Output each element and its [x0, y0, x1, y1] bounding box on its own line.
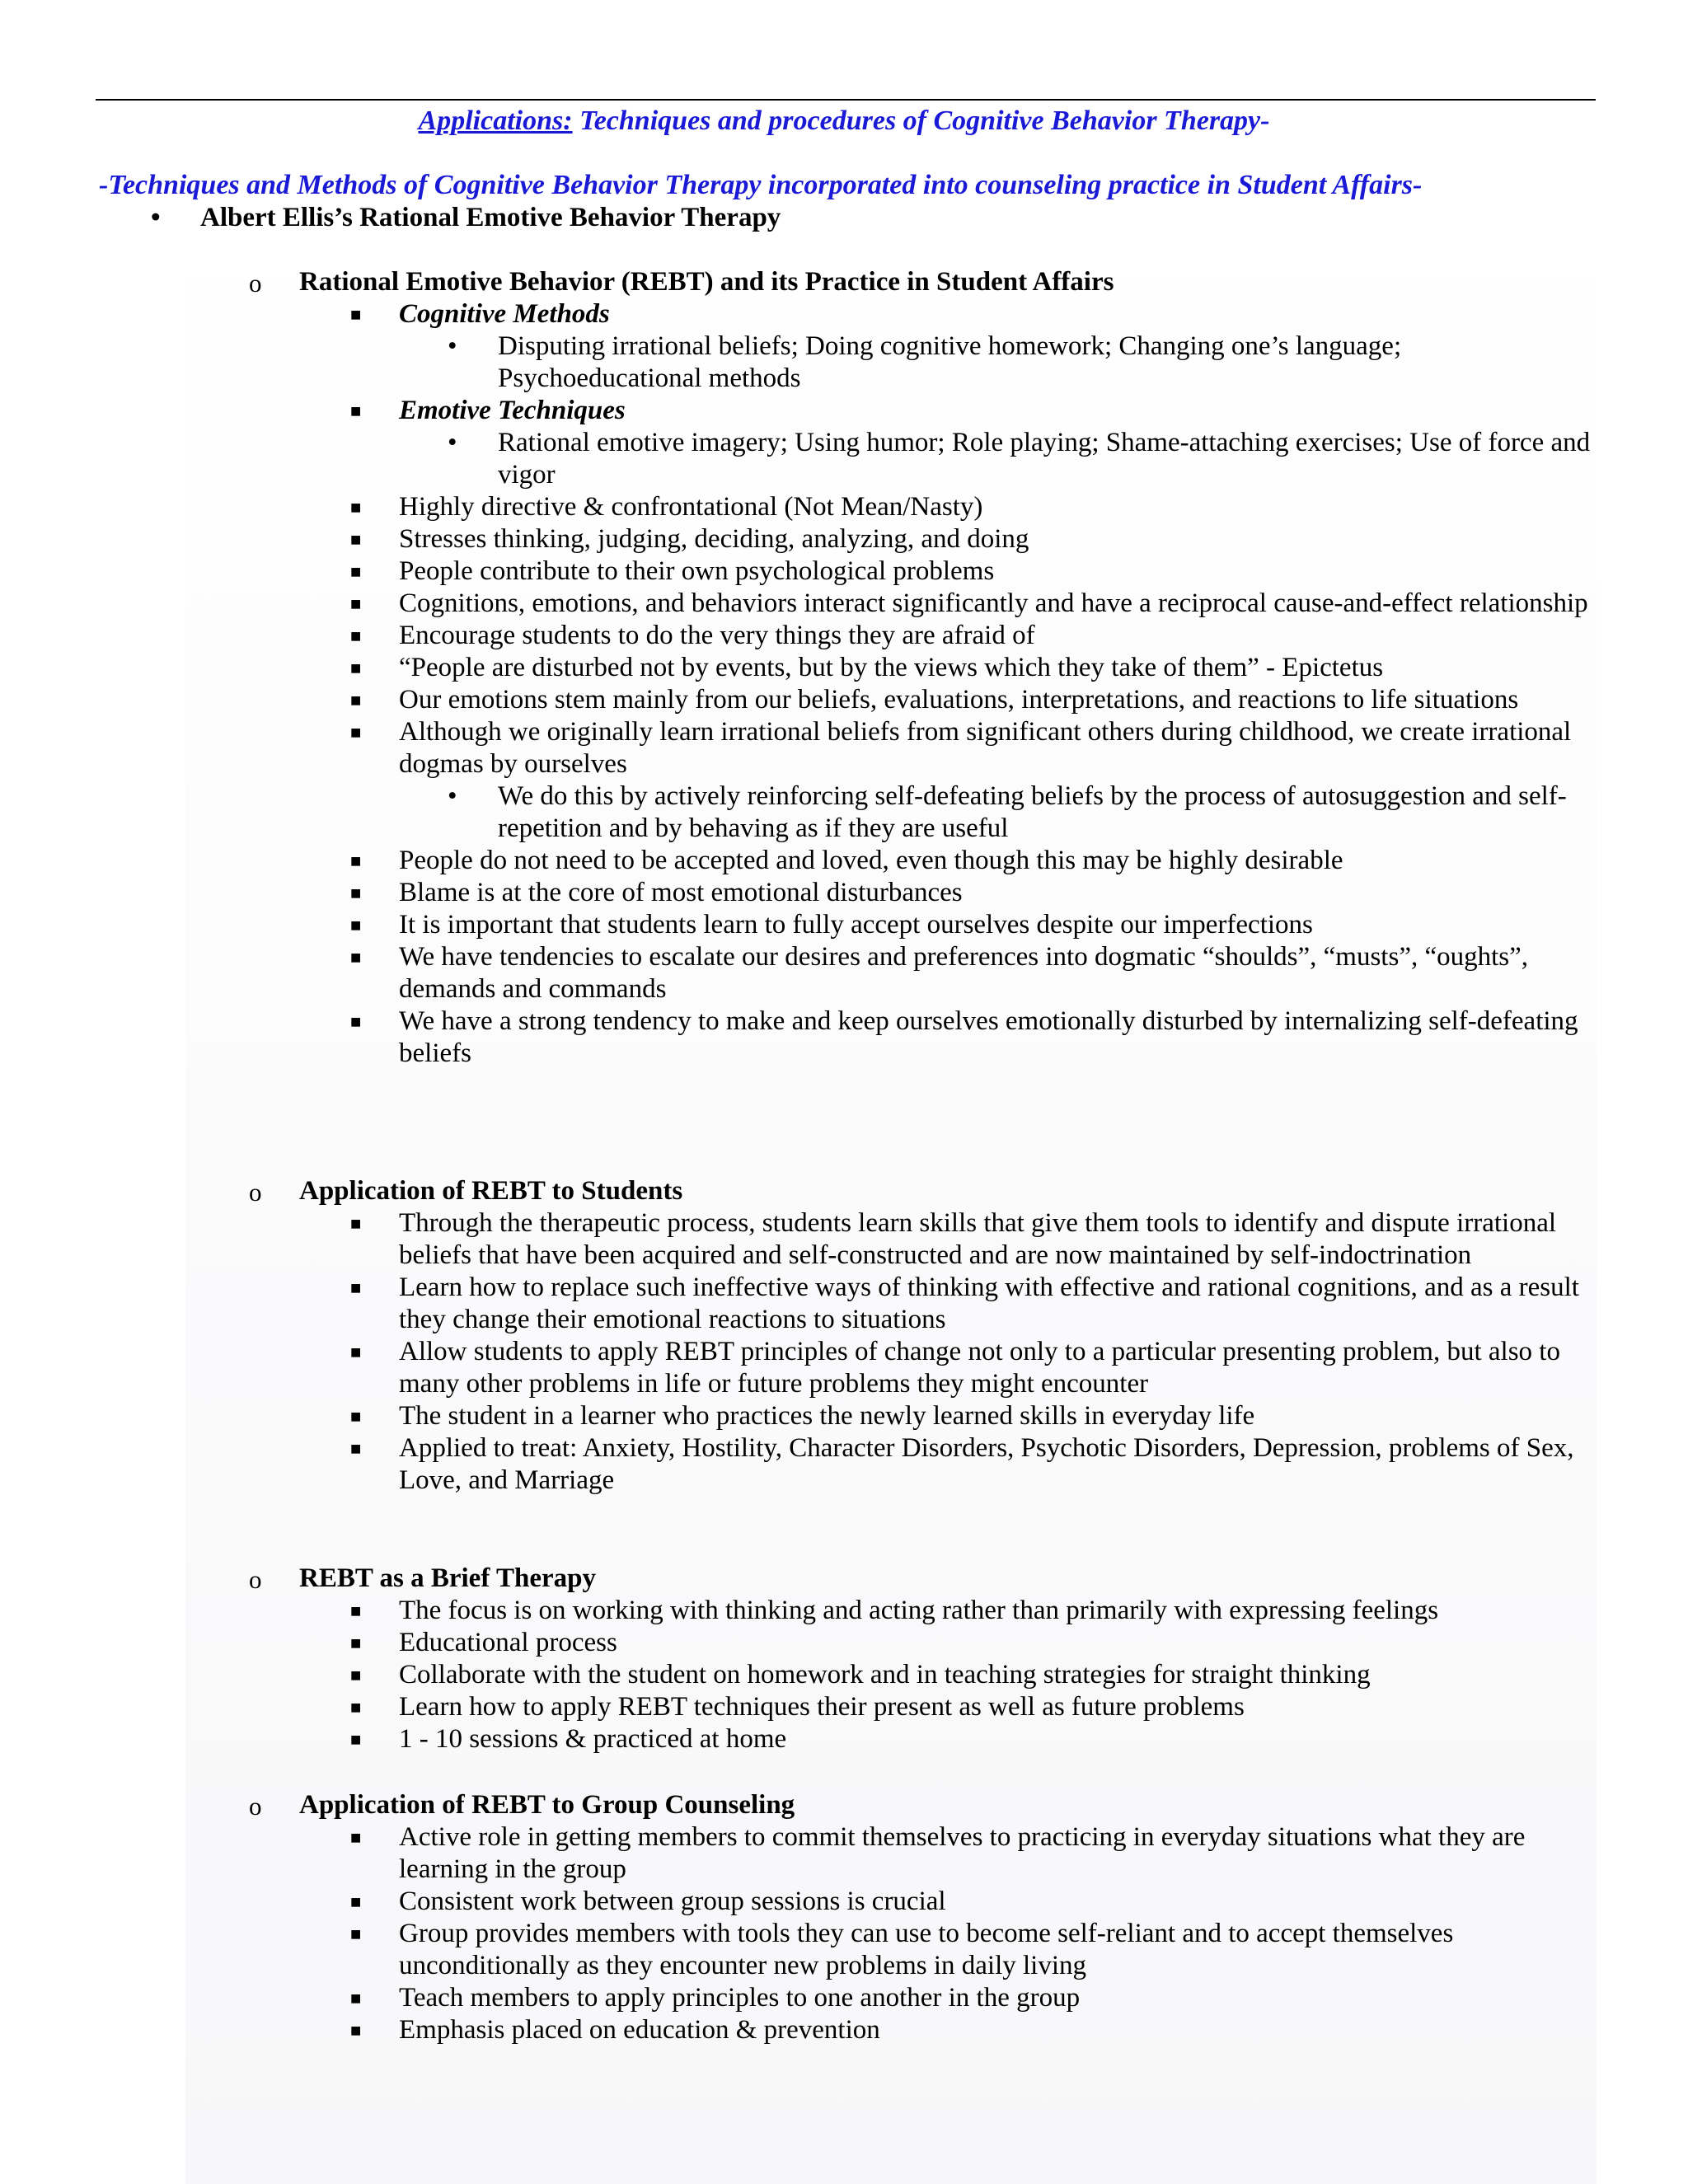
list-item-text: Allow students to apply REBT principles of change not only to a particular presenting problem, but also to many other problems in life or future problems they might encounter — [399, 1337, 1560, 1399]
square-bullet-marker: ■ — [350, 722, 362, 743]
square-bullet-marker: ■ — [350, 561, 362, 582]
list-item-text: The student in a learner who practices the newly learned skills in everyday life — [399, 1401, 1255, 1431]
list-item — [0, 1595, 1596, 1627]
list-item — [0, 1918, 1596, 1982]
square-bullet-marker: ■ — [350, 1277, 362, 1298]
list-item — [0, 1336, 1596, 1400]
square-bullet-marker: ■ — [350, 1988, 362, 2008]
section-heading-text: Rational Emotive Behavior (REBT) and its Practice in Student Affairs — [299, 267, 1114, 297]
list-item-text: Our emotions stem mainly from our beliefs, evaluations, interpretations, and reactions to life situations — [399, 685, 1519, 715]
bullet-marker: • — [448, 331, 457, 361]
section-marker: o — [249, 1792, 262, 1821]
square-bullet-marker: ■ — [350, 1011, 362, 1032]
list-item-text: We have a strong tendency to make and keep ourselves emotionally disturbed by internalizing self-defeating beliefs — [399, 1006, 1578, 1068]
list-item-text: Although we originally learn irrational beliefs from significant others during childhood, we create irrational dogmas by ourselves — [399, 717, 1572, 779]
square-bullet-marker: ■ — [350, 1406, 362, 1427]
list-item-text: Learn how to apply REBT techniques their present as well as future problems — [399, 1692, 1245, 1722]
sub-list-item — [0, 780, 1596, 845]
bullet-marker: • — [448, 428, 457, 457]
list-item — [0, 1272, 1596, 1336]
list-item-text: 1 - 10 sessions & practiced at home — [399, 1724, 787, 1754]
list-item-text: Active role in getting members to commit themselves to practicing in everyday situations what they are learning in the group — [399, 1822, 1526, 1884]
list-item — [0, 1432, 1596, 1497]
sub-list-item — [0, 330, 1596, 395]
list-item-text: Blame is at the core of most emotional disturbances — [399, 878, 963, 907]
list-item — [0, 1821, 1596, 1886]
list-item — [0, 1005, 1596, 1070]
section-rebt-students — [0, 1175, 1688, 1497]
list-item-text: Cognitive Methods — [399, 299, 610, 329]
list-item — [0, 298, 1596, 330]
list-item-text: Cognitions, emotions, and behaviors interact significantly and have a reciprocal cause-and-effect relationship — [399, 588, 1588, 618]
list-item-text: We have tendencies to escalate our desires and preferences into dogmatic “shoulds”, “musts”, “oughts”, demands and commands — [399, 942, 1529, 1004]
list-item — [0, 716, 1596, 780]
section-heading — [0, 1563, 1688, 1595]
square-bullet-marker: ■ — [350, 593, 362, 614]
list-item-text: Highly directive & confrontational (Not Mean/Nasty) — [399, 492, 983, 522]
section-rebt-practice — [0, 266, 1688, 1070]
sub-list-item-text: We do this by actively reinforcing self-defeating beliefs by the process of autosuggestion and self-repetition and by behaving as if they are useful — [498, 781, 1567, 843]
square-bullet-marker: ■ — [350, 1665, 362, 1685]
square-bullet-marker: ■ — [350, 690, 362, 710]
section-heading — [0, 1175, 1688, 1207]
square-bullet-marker: ■ — [350, 851, 362, 871]
list-item-text: Emphasis placed on education & prevention — [399, 2015, 880, 2045]
list-item — [0, 1207, 1596, 1272]
square-bullet-marker: ■ — [350, 883, 362, 903]
list-item-text: Collaborate with the student on homework and in teaching strategies for straight thinking — [399, 1660, 1371, 1690]
list-item-text: Applied to treat: Anxiety, Hostility, Character Disorders, Psychotic Disorders, Depression, problems of Sex, Love, and Marriage — [399, 1433, 1574, 1495]
list-item — [0, 588, 1596, 620]
square-bullet-marker: ■ — [350, 1342, 362, 1362]
square-bullet-marker: ■ — [350, 1697, 362, 1718]
sub-list-item — [0, 427, 1596, 491]
list-item — [0, 941, 1596, 1005]
list-item-text: The focus is on working with thinking and acting rather than primarily with expressing feelings — [399, 1596, 1439, 1625]
section-heading-text: Application of REBT to Group Counseling — [299, 1790, 795, 1820]
list-item — [0, 845, 1596, 877]
section-marker: o — [249, 1178, 262, 1207]
list-item — [0, 1982, 1596, 2014]
list-item — [0, 1627, 1596, 1659]
sub-list-item-text: Rational emotive imagery; Using humor; Role playing; Shame-attaching exercises; Use of force and vigor — [498, 428, 1591, 490]
list-item-text: “People are disturbed not by events, but by the views which they take of them” - Epictetus — [399, 653, 1384, 682]
section-heading-text: Application of REBT to Students — [299, 1176, 683, 1206]
square-bullet-marker: ■ — [350, 626, 362, 646]
section-marker: o — [249, 1565, 262, 1594]
square-bullet-marker: ■ — [350, 1633, 362, 1653]
list-item — [0, 1659, 1596, 1691]
top-rule-divider — [96, 99, 1596, 101]
square-bullet-marker: ■ — [350, 529, 362, 550]
list-item-text: Educational process — [399, 1628, 617, 1657]
section-heading-text: REBT as a Brief Therapy — [299, 1563, 596, 1593]
list-item — [0, 523, 1596, 555]
section-marker: o — [249, 269, 262, 298]
square-bullet-marker: ■ — [350, 304, 362, 325]
section-rebt-group-counseling — [0, 1789, 1688, 2046]
square-bullet-marker: ■ — [350, 497, 362, 518]
list-item — [0, 620, 1596, 652]
list-item-text: Teach members to apply principles to one another in the group — [399, 1983, 1081, 2013]
square-bullet-marker: ■ — [350, 2020, 362, 2041]
list-item-text: Group provides members with tools they can use to become self-reliant and to accept themselves unconditionally as they encounter new problems in daily living — [399, 1919, 1454, 1980]
list-item — [0, 395, 1596, 427]
list-item — [0, 1723, 1596, 1755]
list-item-text: It is important that students learn to fully accept ourselves despite our imperfections — [399, 910, 1313, 940]
document-subtitle: -Techniques and Methods of Cognitive Behavior Therapy incorporated into counseling practice in Student Affairs- — [99, 170, 1423, 200]
list-item-text: People contribute to their own psychological problems — [399, 556, 995, 586]
list-item-text: Through the therapeutic process, students learn skills that give them tools to identify and dispute irrational beliefs that have been acquired and self-constructed and are now maintained by self-indoctrination — [399, 1208, 1557, 1270]
square-bullet-marker: ■ — [350, 1601, 362, 1621]
square-bullet-marker: ■ — [350, 947, 362, 968]
square-bullet-marker: ■ — [350, 1891, 362, 1912]
list-item — [0, 1400, 1596, 1432]
title-link[interactable]: Applications: — [418, 105, 573, 136]
list-item-text: Learn how to replace such ineffective ways of thinking with effective and rational cognitions, and as a result they change their emotional reactions to situations — [399, 1272, 1579, 1334]
level1-heading-text: Albert Ellis’s Rational Emotive Behavior Therapy — [200, 203, 781, 232]
sub-list-item-text: Disputing irrational beliefs; Doing cognitive homework; Changing one’s language; Psychoeducational methods — [498, 331, 1402, 393]
list-item — [0, 684, 1596, 716]
square-bullet-marker: ■ — [350, 1213, 362, 1234]
bullet-marker: • — [151, 203, 161, 232]
document-title — [0, 105, 1688, 137]
square-bullet-marker: ■ — [350, 1729, 362, 1750]
title-text: Techniques and procedures of Cognitive Behavior Therapy- — [572, 105, 1270, 136]
list-item-text: People do not need to be accepted and loved, even though this may be highly desirable — [399, 846, 1343, 875]
section-heading — [0, 266, 1688, 298]
list-item — [0, 652, 1596, 684]
list-item-text: Encourage students to do the very things they are afraid of — [399, 621, 1035, 650]
list-item-text: Stresses thinking, judging, deciding, analyzing, and doing — [399, 524, 1029, 554]
list-item — [0, 555, 1596, 588]
square-bullet-marker: ■ — [350, 401, 362, 421]
square-bullet-marker: ■ — [350, 658, 362, 678]
list-item — [0, 909, 1596, 941]
section-rebt-brief-therapy — [0, 1563, 1688, 1755]
bullet-marker: • — [448, 781, 457, 811]
square-bullet-marker: ■ — [350, 1924, 362, 1944]
square-bullet-marker: ■ — [350, 915, 362, 935]
list-item-text: Consistent work between group sessions is crucial — [399, 1886, 946, 1916]
list-item — [0, 2014, 1596, 2046]
square-bullet-marker: ■ — [350, 1827, 362, 1848]
list-item-text: Emotive Techniques — [399, 396, 626, 425]
section-heading — [0, 1789, 1688, 1821]
square-bullet-marker: ■ — [350, 1438, 362, 1459]
list-item — [0, 1886, 1596, 1918]
list-item — [0, 491, 1596, 523]
list-item — [0, 1691, 1596, 1723]
list-item — [0, 877, 1596, 909]
